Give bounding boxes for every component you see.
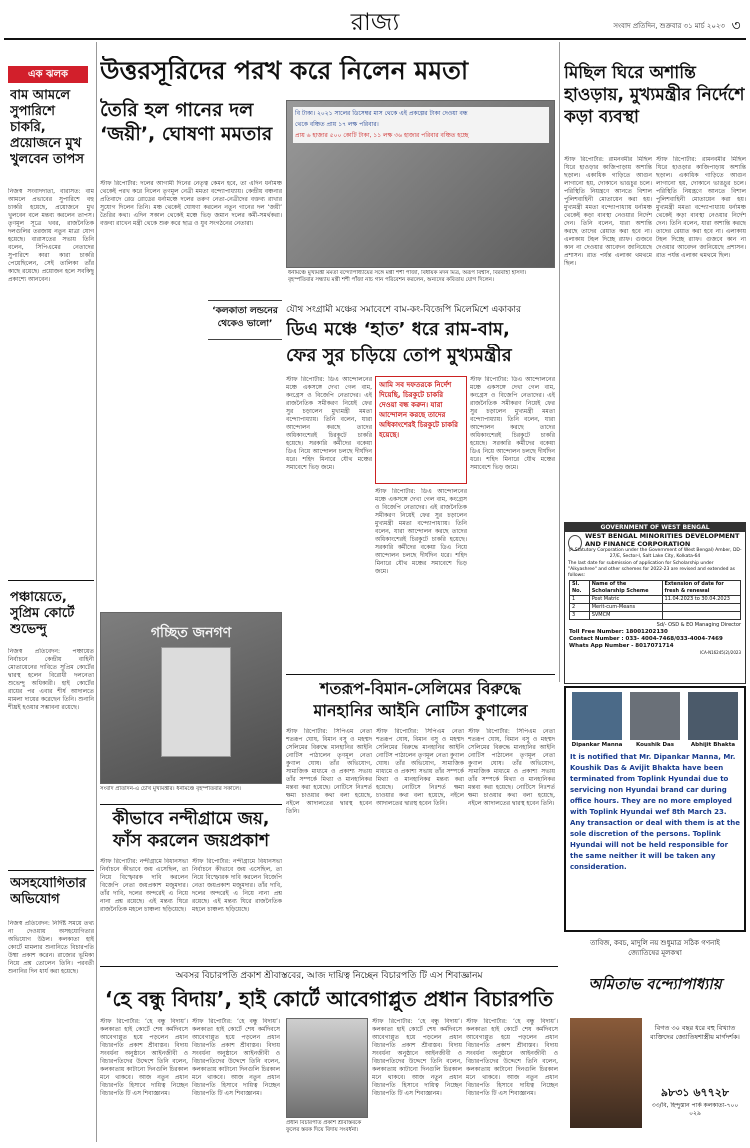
masthead	[0, 0, 750, 40]
tmc-headline-2: ফের সুর চড়িয়ে তোপ মুখ্যমন্ত্রীর	[286, 345, 512, 366]
astro-top: তাবিজ, কবচ, মাদুলি নয় শুধুমাত্র সঠিক গণনাই জ্যোতিষের মূলকথা	[590, 939, 720, 957]
pull-quote-text: ‘কলকাতা লন্ডনের থেকেও ভালো’	[212, 306, 278, 329]
page-number: ৩	[731, 18, 741, 34]
astro-ad	[564, 934, 746, 1142]
gov-ad-ref: ICA-N16245(2)/2023	[700, 650, 741, 655]
table-header: Name of the Scholarship Scheme	[589, 581, 662, 596]
astro-portrait	[570, 1018, 642, 1128]
table-cell: SVMCM	[589, 612, 662, 620]
table-header: Extension of date for fresh & renewal	[662, 581, 740, 596]
gov-ad-signature: Sd/- OSD & EO Managing Director	[656, 622, 741, 628]
howrah-body-b: স্টাফ রিপোর্টার: রামনবমীর মিছিল ঘিরে হাওড়ার কাজিপাড়ায় অশান্তি ছড়াল। একাধিক গাড়িতে আগুন লাগানো হয়, দোকানে ভাঙচুর চলে। পরিস্থিতি নিয়ন্ত্রণে আনতে বিশাল পুলিশবাহিনী মোতায়েন করা হয়। মুখ্যমন্ত্রী মমতা বন্দ্যোপাধ্যায় ধর্নামঞ্চ থেকেই কড়া ব্যবস্থা নেওয়ার নির্দেশ দেন। তিনি বলেন, যারা অশান্তি করছে তাদের রেয়াত করা হবে না। এলাকায় টহল দিচ্ছে র‍্যাফ। গুজবে কান না দেওয়ার আবেদন জানিয়েছে প্রশাসন। রাত পর্যন্ত এলাকা থমথমে ছিল।	[656, 156, 746, 259]
nandigram-headline: কীভাবে নন্দীগ্রামে জয়, ফাঁস করলেন জয়প্রকাশ	[112, 809, 270, 851]
cj-headline: ‘হে বন্ধু বিদায়’, হাই কোর্টে আবেগাপ্লুত প্রধান বিচারপতি	[104, 987, 554, 1011]
table-row	[570, 604, 741, 612]
astro-address: ৩৩/বি, হিন্দুস্তান পার্ক কলকাতা-৭০০ ০২৯	[651, 1102, 739, 1117]
section-tag: এক ঝলক	[8, 66, 88, 83]
pull-quote	[208, 300, 282, 340]
tmc-quote: আমি সব দফতরকে নির্দেশ দিয়েছি, চিরকুটে চাকরি দেওয়া বন্ধ করুন। যারা আন্দোলন করছে তাদের অধিকাংশেরই চিরকুটে চাকরি হয়েছে।	[379, 381, 458, 439]
cj-body-c: স্টাফ রিপোর্টার: ‘হে বন্ধু বিদায়’। কলকাতা হাই কোর্টে শেষ কর্মদিবসে আবেগাপ্লুত হয়ে পড়লেন প্রধান বিচারপতি প্রকাশ শ্রীবাস্তব। বিদায় সংবর্ধনা অনুষ্ঠানে আইনজীবী ও বিচারপতিদের উদ্দেশে তিনি বলেন, কলকাতায় কাটানো দিনগুলি চিরকাল মনে থাকবে। আজ নতুন প্রধান বিচারপতি হিসাবে দায়িত্ব নিচ্ছেন বিচারপতি টি এস শিবাজ্ঞানম।	[372, 1018, 462, 1097]
gov-ad-notice: The last date for submission of application for Scholarship under "Aikyashree" and other schemes for 2022-23 are revised and extended as follows:	[568, 561, 735, 578]
lead-body: স্টাফ রিপোর্টার: দলের আগামী দিনের নেতৃত্ব কেমন হবে, তা এদিন ধর্নামঞ্চ থেকেই পরখ করে নিলেন তৃণমূল নেত্রী মমতা বন্দ্যোপাধ্যায়। কেন্দ্রীয় বঞ্চনার প্রতিবাদে রেড রোডের ধর্নামঞ্চে দলের তরুণ নেতা-নেত্রীদের বক্তব্য রাখার সুযোগ দিলেন তিনি। মঞ্চ থেকেই ঘোষণা করলেন নতুন গানের দল ‘জয়ী’ তৈরির কথা। এদিন সকাল থেকেই মঞ্চে ভিড় জমান দলের কর্মী-সমর্থকরা। বক্তব্য রাখেন মন্ত্রী থেকে শুরু করে ছাত্র ও যুব সংগঠনের নেতারা।	[100, 180, 282, 227]
lead-photo-banner-2: থেকে বঞ্চিত প্রায় ১৭ লক্ষ পরিবার।	[295, 121, 379, 128]
table-cell	[662, 604, 740, 612]
cj-body-b: স্টাফ রিপোর্টার: ‘হে বন্ধু বিদায়’। কলকাতা হাই কোর্টে শেষ কর্মদিবসে আবেগাপ্লুত হয়ে পড়লেন প্রধান বিচারপতি প্রকাশ শ্রীবাস্তব। বিদায় সংবর্ধনা অনুষ্ঠানে আইনজীবী ও বিচারপতিদের উদ্দেশে তিনি বলেন, কলকাতায় কাটানো দিনগুলি চিরকাল মনে থাকবে। আজ নতুন প্রধান বিচারপতি হিসাবে দায়িত্ব নিচ্ছেন বিচারপতি টি এস শিবাজ্ঞানম।	[192, 1018, 280, 1097]
kunal-body-a: স্টাফ রিপোর্টার: সিপিএম নেতা শতরূপ ঘোষ, বিমান বসু ও মহম্মদ সেলিমের বিরুদ্ধে মানহানির আইনি নোটিস পাঠালেন তৃণমূল নেতা কুণাল ঘোষ। তাঁর অভিযোগ, সামাজিক মাধ্যমে ও প্রকাশ্য সভায় তাঁর সম্পর্কে মিথ্যা ও মানহানিকর মন্তব্য করা হয়েছে। নোটিসে নিঃশর্ত ক্ষমা চাওয়ার কথা বলা হয়েছে, নইলে আদালতের দ্বারস্থ হবেন তিনি।	[286, 728, 372, 815]
kunal-body-b: স্টাফ রিপোর্টার: সিপিএম নেতা শতরূপ ঘোষ, বিমান বসু ও মহম্মদ সেলিমের বিরুদ্ধে মানহানির আইনি নোটিস পাঠালেন তৃণমূল নেতা কুণাল ঘোষ। তাঁর অভিযোগ, সামাজিক মাধ্যমে ও প্রকাশ্য সভায় তাঁর সম্পর্কে মিথ্যা ও মানহানিকর মন্তব্য করা হয়েছে। নোটিসে নিঃশর্ত ক্ষমা চাওয়ার কথা বলা হয়েছে, নইলে আদালতের দ্বারস্থ হবেন তিনি।	[376, 728, 464, 807]
tmc-body-a: স্টাফ রিপোর্টার: ডিএ আন্দোলনের মঞ্চে একসঙ্গে দেখা গেল বাম, কংগ্রেস ও বিজেপি নেতাদের। এই রাজনৈতিক সমীকরণ নিয়েই ফের সুর চড়ালেন মুখ্যমন্ত্রী মমতা বন্দ্যোপাধ্যায়। তিনি বলেন, যারা আন্দোলন করছে তাদের অধিকাংশেরই চিরকুটে চাকরি হয়েছে। সরকারি কর্মীদের বকেয়া ডিএ নিয়ে আন্দোলন চলছে দীর্ঘদিন ধরে। শহিদ মিনারে যৌথ মঞ্চের সমাবেশে ভিড় জমে।	[286, 376, 372, 471]
gov-ad-org: WEST BENGAL MINORITIES DEVELOPMENT AND FINANCE CORPORATION	[585, 532, 740, 548]
gov-ad	[564, 522, 746, 684]
gov-ad-contact: Contact Number : 033- 4004-7468/033-4004-7469	[569, 636, 723, 642]
tmc-body-c: স্টাফ রিপোর্টার: ডিএ আন্দোলনের মঞ্চে একসঙ্গে দেখা গেল বাম, কংগ্রেস ও বিজেপি নেতাদের। এই রাজনৈতিক সমীকরণ নিয়েই ফের সুর চড়ালেন মুখ্যমন্ত্রী মমতা বন্দ্যোপাধ্যায়। তিনি বলেন, যারা আন্দোলন করছে তাদের অধিকাংশেরই চিরকুটে চাকরি হয়েছে। সরকারি কর্মীদের বকেয়া ডিএ নিয়ে আন্দোলন চলছে দীর্ঘদিন ধরে। শহিদ মিনারে যৌথ মঞ্চের সমাবেশে ভিড় জমে।	[470, 376, 555, 471]
astro-phone: ৯৮৩১ ৬৭৭২৮	[660, 1086, 730, 1099]
nandigram-body-b: স্টাফ রিপোর্টার: নন্দীগ্রামে বিধানসভা নির্বাচনে কীভাবে জয় এসেছিল, তা নিয়ে বিস্ফোরক দাবি করলেন বিজেপি নেতা জয়প্রকাশ মজুমদার। তাঁর দাবি, দলের অন্দরেই এ নিয়ে নানা প্রশ্ন রয়েছে। এই মন্তব্য ঘিরে রাজনৈতিক মহলে চাঞ্চল্য ছড়িয়েছে।	[192, 858, 282, 913]
hyundai-notice	[564, 686, 746, 932]
gov-emblem-icon	[568, 535, 582, 551]
gov-ad-table	[569, 580, 741, 620]
left-body-3: নিজস্ব প্রতিবেদন: নির্দিষ্ট সময়ে তথ্য না দেওয়ায় অসহযোগিতার অভিযোগ উঠল। কলকাতা হাই কোর্টে মামলার শুনানিতে বিচারপতি উষ্মা প্রকাশ করেন। রাজ্যের ভূমিকা নিয়ে প্রশ্ন তোলেন তিনি। পরবর্তী শুনানির দিন ধার্য করা হয়েছে।	[8, 920, 94, 975]
tmc-headline-1: ডিএ মঞ্চে ‘হাত’ ধরে রাম-বাম,	[286, 319, 510, 340]
person-name: Abhijit Bhakta	[690, 742, 736, 748]
gov-ad-header: GOVERNMENT OF WEST BENGAL	[565, 523, 745, 532]
lead-photo-banner-1: বি টাকা। ২০২১ সালের ডিসেম্বর মাস থেকে এই প্রকল্পের টাকা দেওয়া বন্ধ	[295, 110, 468, 117]
nandigram-body-a: স্টাফ রিপোর্টার: নন্দীগ্রামে বিধানসভা নির্বাচনে কীভাবে জয় এসেছিল, তা নিয়ে বিস্ফোরক দাবি করলেন বিজেপি নেতা জয়প্রকাশ মজুমদার। তাঁর দাবি, দলের অন্দরেই এ নিয়ে নানা প্রশ্ন রয়েছে। এই মন্তব্য ঘিরে রাজনৈতিক মহলে চাঞ্চল্য ছড়িয়েছে।	[100, 858, 188, 913]
kunal-headline-2: মানহানির আইনি নোটিস কুণালের	[313, 701, 528, 720]
person-photo	[572, 692, 622, 740]
astro-tagline: বিগত ৩০ বছর ধরে বহু বিখ্যাত ব্যক্তিদের জ্যোতিষশাস্ত্রীয় মার্গদর্শক।	[650, 1024, 740, 1041]
hyundai-notice-text: It is notified that Mr. Dipankar Manna, Mr. Koushik Das & Avijit Bhakta have been terminated from Toplink Hyundai due to servicing non Hyundai brand car during office hours. They are no more employed with Toplink Hyundai wef 8th March 23. Any transaction or deal with them is at the sole discretion of the persons. Toplink Hyundai will not be held responsible for the same neither it will be taken any consideration.	[570, 753, 740, 871]
table-cell: 1	[570, 596, 590, 604]
section-title: রাজ্য	[350, 8, 400, 36]
gov-ad-whatsapp: Whats App Number - 8017071714	[569, 643, 674, 649]
tmc-quote-box	[375, 376, 467, 484]
person-photo	[630, 692, 680, 740]
gov-ad-sub: (A Statutory Corporation under the Government of West Bengal) Amber, DD-27/E, Sector-I, Salt Lake City, Kolkata-64	[568, 548, 742, 559]
lead-photo-banner-3: প্রায় ৬ হাজার ৫০০ কোটি টাকা, ১১ লক্ষ ৩৬ হাজার পরিবার বঞ্চিত হচ্ছে	[295, 132, 469, 139]
left-headline-3: অসহযোগিতার অভিযোগ	[10, 876, 87, 907]
cj-body-a: স্টাফ রিপোর্টার: ‘হে বন্ধু বিদায়’। কলকাতা হাই কোর্টে শেষ কর্মদিবসে আবেগাপ্লুত হয়ে পড়লেন প্রধান বিচারপতি প্রকাশ শ্রীবাস্তব। বিদায় সংবর্ধনা অনুষ্ঠানে আইনজীবী ও বিচারপতিদের উদ্দেশে তিনি বলেন, কলকাতায় কাটানো দিনগুলি চিরকাল মনে থাকবে। আজ নতুন প্রধান বিচারপতি হিসাবে দায়িত্ব নিচ্ছেন বিচারপতি টি এস শিবাজ্ঞানম।	[100, 1018, 188, 1097]
table-header: Sl. No.	[570, 581, 590, 596]
lead-photo-caption: ধর্নামঞ্চে মুখ্যমন্ত্রী মমতা বন্দ্যোপাধ্যায়ের সঙ্গে মন্ত্রী শশী পাঁজা, বিধায়ক মদন মিত্র, অরূপ বিশ্বাস, বিরবাহা হাঁসদা। বৃহস্পতিবার সন্ধ্যায় মন্ত্রী শশী পাঁজা নাচ গান পরিবেশন করলেন, অন্যদের কবিতায় যোগ দিলেন।	[288, 270, 527, 283]
newspaper-photo-caption: সংবাদ প্রতিদিন-এ চোখ মুখ্যমন্ত্রীর। ধর্নামঞ্চে বৃহস্পতিবার সকালে।	[100, 786, 241, 792]
tmc-kicker: যৌথ সংগ্রামী মঞ্চের সমাবেশে বাম-কং-বিজেপি মিলেমিশে একাকার	[286, 305, 521, 315]
lead-photo	[286, 100, 555, 268]
table-row	[570, 612, 741, 620]
left-body-2: নিজস্ব প্রতিবেদন: পঞ্চায়েত নির্বাচনে কেন্দ্রীয় বাহিনী মোতায়েনের দাবিতে সুপ্রিম কোর্টের দ্বারস্থ হলেন বিরোধী দলনেতা শুভেন্দু অধিকারী। হাই কোর্টের রায়ের পর এবার শীর্ষ আদালতে মামলা দায়ের করেছেন তিনি। শুনানি শীঘ্রই হওয়ার সম্ভাবনা রয়েছে।	[8, 648, 94, 711]
table-row	[570, 596, 741, 604]
date-line: সংবাদ প্রতিদিন, শুক্রবার ৩১ মার্চ ২০২৩	[613, 22, 725, 30]
cj-photo-caption: প্রধান বিচারপতি প্রকাশ শ্রীবাস্তবকে ফুলের স্তবক দিয়ে বিদায় সংবর্ধনা।	[286, 1120, 362, 1133]
table-cell: 3	[570, 612, 590, 620]
table-cell: Merit-cum-Means	[589, 604, 662, 612]
cj-kicker: অবসর বিচারপতি প্রকাশ শ্রীবাস্তবের, আজ দায়িত্ব নিচ্ছেন বিচারপতি টি এস শিবাজ্ঞানম	[175, 971, 483, 981]
kunal-body-c: স্টাফ রিপোর্টার: সিপিএম নেতা শতরূপ ঘোষ, বিমান বসু ও মহম্মদ সেলিমের বিরুদ্ধে মানহানির আইনি নোটিস পাঠালেন তৃণমূল নেতা কুণাল ঘোষ। তাঁর অভিযোগ, সামাজিক মাধ্যমে ও প্রকাশ্য সভায় তাঁর সম্পর্কে মিথ্যা ও মানহানিকর মন্তব্য করা হয়েছে। নোটিসে নিঃশর্ত ক্ষমা চাওয়ার কথা বলা হয়েছে, নইলে আদালতের দ্বারস্থ হবেন তিনি।	[468, 728, 555, 807]
lead-subheadline: তৈরি হল গানের দল ‘জয়ী’, ঘোষণা মমতার	[100, 99, 273, 145]
left-headline-2: পঞ্চায়েতে, সুপ্রিম কোর্টে শুভেন্দু	[10, 590, 75, 637]
table-cell	[662, 612, 740, 620]
newspaper-photo	[100, 612, 282, 784]
cj-photo	[286, 1018, 368, 1118]
table-cell: Post Matric	[589, 596, 662, 604]
howrah-body-a: স্টাফ রিপোর্টার: রামনবমীর মিছিল ঘিরে হাওড়ার কাজিপাড়ায় অশান্তি ছড়াল। একাধিক গাড়িতে আগুন লাগানো হয়, দোকানে ভাঙচুর চলে। পরিস্থিতি নিয়ন্ত্রণে আনতে বিশাল পুলিশবাহিনী মোতায়েন করা হয়। মুখ্যমন্ত্রী মমতা বন্দ্যোপাধ্যায় ধর্নামঞ্চ থেকেই কড়া ব্যবস্থা নেওয়ার নির্দেশ দেন। তিনি বলেন, যারা অশান্তি করছে তাদের রেয়াত করা হবে না। এলাকায় টহল দিচ্ছে র‍্যাফ। গুজবে কান না দেওয়ার আবেদন জানিয়েছে প্রশাসন। রাত পর্যন্ত এলাকা থমথমে ছিল।	[564, 156, 652, 267]
kunal-headline-1: শতরূপ-বিমান-সেলিমের বিরুদ্ধে	[320, 679, 521, 698]
left-headline-1: বাম আমলে সুপারিশে চাকরি, প্রয়োজনে মুখ খুলবেন তাপস	[10, 88, 84, 167]
person-name: Dipankar Manna	[571, 742, 623, 748]
table-cell: 11.04.2023 to 30.04.2023	[662, 596, 740, 604]
table-cell: 2	[570, 604, 590, 612]
gov-ad-toll-free: Toll Free Number: 18001202130	[569, 629, 668, 635]
person-name: Koushik Das	[635, 742, 675, 748]
tmc-body-b: স্টাফ রিপোর্টার: ডিএ আন্দোলনের মঞ্চে একসঙ্গে দেখা গেল বাম, কংগ্রেস ও বিজেপি নেতাদের। এই রাজনৈতিক সমীকরণ নিয়েই ফের সুর চড়ালেন মুখ্যমন্ত্রী মমতা বন্দ্যোপাধ্যায়। তিনি বলেন, যারা আন্দোলন করছে তাদের অধিকাংশেরই চিরকুটে চাকরি হয়েছে। সরকারি কর্মীদের বকেয়া ডিএ নিয়ে আন্দোলন চলছে দীর্ঘদিন ধরে। শহিদ মিনারে যৌথ মঞ্চের সমাবেশে ভিড় জমে।	[375, 488, 467, 575]
lead-headline: উত্তরসূরিদের পরখ করে নিলেন মমতা	[100, 56, 469, 85]
astro-name: অমিতাভ বন্দ্যোপাধ্যায়	[588, 975, 722, 993]
howrah-headline: মিছিল ঘিরে অশান্তি হাওড়ায়, মুখ্যমন্ত্রীর নির্দেশে কড়া ব্যবস্থা	[564, 63, 745, 127]
newspaper-banner: গচ্ছিত জনগণ	[150, 625, 232, 641]
person-photo	[688, 692, 738, 740]
left-body-1: নিজস্ব সংবাদদাতা, বারাসত: বাম আমলে প্রভাবের সুপারিশে বহু চাকরি হয়েছে, প্রয়োজনে মুখ খুলবেন বলে মন্তব্য করলেন তাপস। তৃণমূল সূত্রে খবর, রাজনৈতিক দলগুলির তরজায় নতুন মাত্রা যোগ হয়েছে। বারাসতের সভায় তিনি বলেন, সিপিএমের নেতাদের সুপারিশে কারা কারা চাকরি পেয়েছিলেন, সেই তালিকা তাঁর কাছে রয়েছে। প্রয়োজন হলে সবকিছু প্রকাশ্যে আনবেন।	[8, 188, 94, 283]
cj-body-d: স্টাফ রিপোর্টার: ‘হে বন্ধু বিদায়’। কলকাতা হাই কোর্টে শেষ কর্মদিবসে আবেগাপ্লুত হয়ে পড়লেন প্রধান বিচারপতি প্রকাশ শ্রীবাস্তব। বিদায় সংবর্ধনা অনুষ্ঠানে আইনজীবী ও বিচারপতিদের উদ্দেশে তিনি বলেন, কলকাতায় কাটানো দিনগুলি চিরকাল মনে থাকবে। আজ নতুন প্রধান বিচারপতি হিসাবে দায়িত্ব নিচ্ছেন বিচারপতি টি এস শিবাজ্ঞানম।	[466, 1018, 558, 1097]
